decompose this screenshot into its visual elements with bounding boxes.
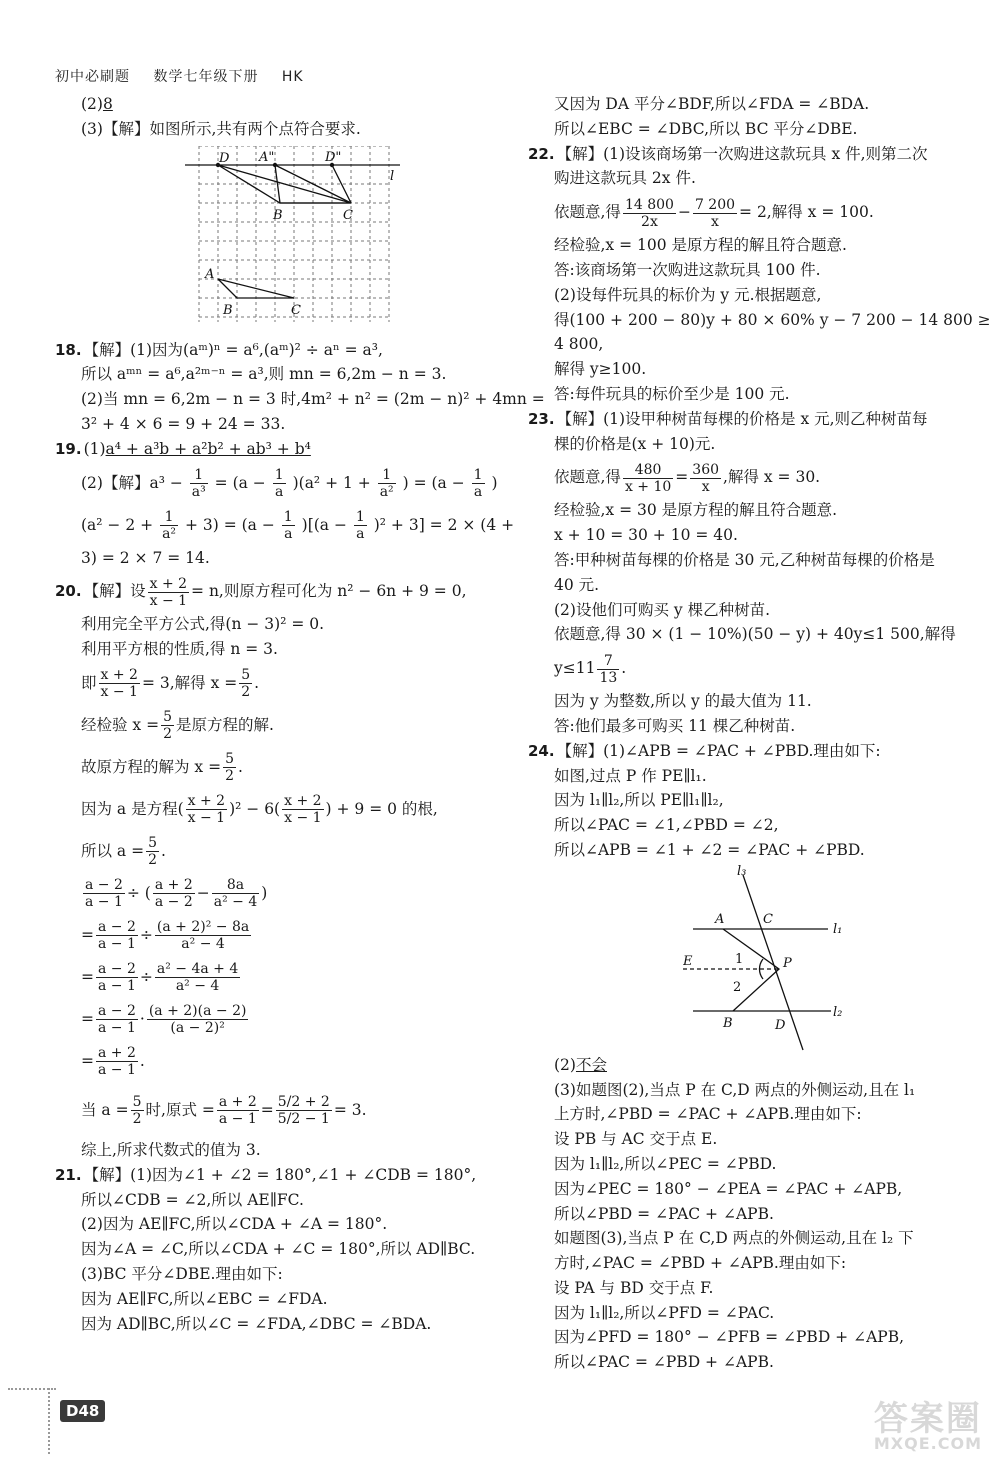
q22-number: 22. <box>528 144 555 163</box>
q20-line2: 利用完全平方公式,得(n − 3)² = 0. <box>81 615 325 634</box>
label-A-double-prime: A" <box>259 149 275 165</box>
label-angle-2: 2 <box>733 979 742 995</box>
label-D-double-prime: D" <box>325 149 342 165</box>
q24-line12: 如题图(3),当点 P 在 C,D 两点的外侧运动,且在 l₂ 下 <box>554 1229 914 1248</box>
label-B-bottom: B <box>223 302 233 318</box>
q20-line5: 经检验 x = $\frac{5}{2}$ 是原方程的解. <box>81 709 274 743</box>
q24-answer: 不会 <box>575 1055 607 1074</box>
q24-line5: 所以∠APB = ∠1 + ∠2 = ∠PAC + ∠PBD. <box>554 840 865 859</box>
label-l1: l₁ <box>833 921 843 937</box>
q22-line3: 依题意,得 $\frac{14 800}{2x}$ − $\frac{7 200}{x}$ = 2,解得 x = 100. <box>554 196 874 230</box>
q20-final: 当 a = $\frac{5}{2}$ 时,原式 = $\frac{a + 2}{a - 1}$ = $\frac{5/2 + 2}{5/2 - 1}$ = 3. <box>81 1094 367 1128</box>
q20-step2: = $\frac{a - 2}{a - 1}$ ÷ $\frac{\text{(a + 2)² − 8a}}{\text{a² − 4}}$ <box>81 919 250 953</box>
q22-line8: 4 800, <box>554 335 604 354</box>
q17-part3: (3)【解】如图所示,共有两个点符合要求. <box>81 119 361 138</box>
label-l3: l₃ <box>737 863 747 879</box>
q24-line15: 因为 l₁∥l₂,所以∠PFD = ∠PAC. <box>554 1303 775 1322</box>
q20-line1: 20. 【解】设 $\frac{x + 2}{x - 1}$ = n,则原方程可化为 n² − 6n + 9 = 0, <box>55 575 467 609</box>
label-B: B <box>723 1015 733 1031</box>
q22-line7: 得(100 + 200 − 80)y + 80 × 60% y − 7 200 − 14 800 ≥ <box>554 310 991 329</box>
q24-line16: 因为∠PFD = 180° − ∠PFB = ∠PBD + ∠APB, <box>554 1328 905 1347</box>
q22-line4: 经检验,x = 100 是原方程的解且符合题意. <box>554 236 847 255</box>
q23-line5: x + 10 = 30 + 10 = 40. <box>554 526 738 545</box>
right-column <box>528 92 991 1375</box>
label-B-top: B <box>273 207 283 223</box>
page-header <box>55 66 322 86</box>
q24-line13: 方时,∠PAC = ∠PBD + ∠APB.理由如下: <box>554 1254 847 1273</box>
q21-line1: 21. 【解】(1)因为∠1 + ∠2 = 180°,∠1 + ∠CDB = 180°, <box>55 1165 477 1184</box>
q22-line5: 答:该商场第一次购进这款玩具 100 件. <box>554 260 821 279</box>
page-number: D48 <box>60 1400 105 1422</box>
q18-line3: (2)当 mn = 6,2m − n = 3 时,4m² + n² = (2m − n)² + 4mn = <box>81 390 545 409</box>
q24-part2: (2)不会 <box>554 1055 607 1074</box>
q24-line9: 因为 l₁∥l₂,所以∠PEC = ∠PBD. <box>554 1154 777 1173</box>
q21-cont-line1: 又因为 DA 平分∠BDF,所以∠FDA = ∠BDA. <box>554 95 870 113</box>
label-E: E <box>683 953 693 969</box>
q24-line11: 所以∠PBD = ∠PAC + ∠APB. <box>554 1204 774 1223</box>
q21-number: 21. <box>55 1165 82 1184</box>
q24-line2: 如图,过点 P 作 PE∥l₁. <box>554 766 707 785</box>
q24-line8: 设 PB 与 AC 交于点 E. <box>554 1130 718 1149</box>
series-title: 初中必刷题 <box>55 69 130 85</box>
left-column <box>55 92 545 1336</box>
label-D: D <box>219 150 230 166</box>
q23-line6: 答:甲种树苗每棵的价格是 30 元,乙种树苗每棵的价格是 <box>554 550 935 569</box>
label-l2: l₂ <box>833 1004 843 1020</box>
q22-line10: 答:每件玩具的标价至少是 100 元. <box>554 384 790 403</box>
q23-line4: 经检验,x = 30 是原方程的解且符合题意. <box>554 501 838 520</box>
q23-line7: 40 元. <box>554 575 600 594</box>
label-D: D <box>775 1017 786 1033</box>
q21-line6: 因为 AE∥FC,所以∠EBC = ∠FDA. <box>81 1289 328 1308</box>
q21-line3: (2)因为 AE∥FC,所以∠CDA + ∠A = 180°. <box>81 1215 388 1234</box>
label-A: A <box>715 911 725 927</box>
label-P: P <box>783 955 792 971</box>
label-C-bottom: C <box>291 302 301 318</box>
q20-line8: 所以 a = $\frac{5}{2}$ . <box>81 835 166 869</box>
q17-part2: (2)8 <box>81 95 113 113</box>
q20-step5: = $\frac{a + 2}{a - 1}$ . <box>81 1045 145 1079</box>
q24-line10: 因为∠PEC = 180° − ∠PEA = ∠PAC + ∠APB, <box>554 1179 903 1198</box>
q22-line1: 22. 【解】(1)设该商场第一次购进这款玩具 x 件,则第二次 <box>528 144 928 163</box>
q19-line4: 3) = 2 × 7 = 14. <box>81 548 210 567</box>
q21-line4: 因为∠A = ∠C,所以∠CDA + ∠C = 180°,所以 AD∥BC. <box>81 1240 476 1259</box>
q18-line4: 3² + 4 × 6 = 9 + 24 = 33. <box>81 414 286 433</box>
q23-line11: 因为 y 为整数,所以 y 的最大值为 11. <box>554 692 812 711</box>
q17-answer: 8 <box>102 95 113 113</box>
q20-step3: = $\frac{a - 2}{a - 1}$ ÷ $\frac{\text{a² − 4a + 4}}{\text{a² − 4}}$ <box>81 961 239 995</box>
q24-line1: 24. 【解】(1)∠APB = ∠PAC + ∠PBD.理由如下: <box>528 741 881 760</box>
q20-line4: 即 $\frac{x + 2}{x - 1}$ = 3,解得 x = $\frac{5}{2}$ . <box>81 667 260 701</box>
q19-line3: (a² − 2 + $\frac{1}{\text{a²}}$ + 3) = (a − $\frac{1}{a}$ )[(a − $\frac{1}{a}$ )² + 3] = 2 × (4 + <box>81 509 515 543</box>
q19-line1: 19. (1)a⁴ + a³b + a²b² + ab³ + b⁴ <box>55 439 311 458</box>
q23-line1: 23. 【解】(1)设甲种树苗每棵的价格是 x 元,则乙种树苗每 <box>528 409 928 428</box>
corner-dotted-border-vertical <box>48 1388 50 1454</box>
q23-line10: y≤11 $\frac{7}{13}$ . <box>554 652 627 686</box>
q23-line2: 棵的价格是(x + 10)元. <box>554 434 716 453</box>
grid-figure <box>185 146 425 338</box>
q18-line2: 所以 aᵐⁿ = a⁶,a²ᵐ⁻ⁿ = a³,则 mn = 6,2m − n = 3. <box>81 365 447 384</box>
q24-line3: 因为 l₁∥l₂,所以 PE∥l₁∥l₂, <box>554 791 724 810</box>
edition: HK <box>281 69 304 85</box>
q22-line9: 解得 y≥100. <box>554 360 647 379</box>
q21-cont-line2: 所以∠EBC = ∠DBC,所以 BC 平分∠DBE. <box>554 119 858 138</box>
q20-conclusion: 综上,所求代数式的值为 3. <box>81 1140 261 1159</box>
q20-line7: 因为 a 是方程( $\frac{x + 2}{x - 1}$ )² − 6( $\frac{x + 2}{x - 1}$ ) + 9 = 0 的根, <box>81 793 438 827</box>
parallel-lines-figure <box>683 863 863 1053</box>
q23-line8: (2)设他们可购买 y 棵乙种树苗. <box>554 600 770 619</box>
label-angle-1: 1 <box>735 951 744 967</box>
q20-number: 20. <box>55 582 82 601</box>
q18-line1: 18. 【解】(1)因为(aᵐ)ⁿ = a⁶,(aᵐ)² ÷ aⁿ = a³, <box>55 340 383 359</box>
q24-line7: 上方时,∠PBD = ∠PAC + ∠APB.理由如下: <box>554 1105 862 1124</box>
q21-line2: 所以∠CDB = ∠2,所以 AE∥FC. <box>81 1190 304 1209</box>
label-A: A <box>205 266 215 282</box>
label-C: C <box>763 911 773 927</box>
q23-line3: 依题意,得 $\frac{480}{x + 10}$ = $\frac{360}{x}$ ,解得 x = 30. <box>554 461 821 495</box>
watermark-url: MXQE.COM <box>873 1434 982 1453</box>
watermark-main: 答案圈 <box>873 1399 982 1439</box>
q20-line6: 故原方程的解为 x = $\frac{5}{2}$ . <box>81 751 243 785</box>
q19-answer: a⁴ + a³b + a²b² + ab³ + b⁴ <box>105 439 311 458</box>
q21-line7: 因为 AD∥BC,所以∠C = ∠FDA,∠DBC = ∠BDA. <box>81 1314 432 1333</box>
q24-line6: (3)如题图(2),当点 P 在 C,D 两点的外侧运动,且在 l₁ <box>554 1080 916 1099</box>
label-l: l <box>390 168 395 184</box>
q23-line12: 答:他们最多可购买 11 棵乙种树苗. <box>554 716 796 735</box>
q24-line14: 设 PA 与 BD 交于点 F. <box>554 1278 714 1297</box>
book-title: 数学七年级下册 <box>153 69 259 85</box>
q19-number: 19. <box>55 439 82 458</box>
q20-step4: = $\frac{a - 2}{a - 1}$ · $\frac{(a + 2)(a - 2)}{\text{(a − 2)²}}$ <box>81 1003 247 1037</box>
q22-line2: 购进这款玩具 2x 件. <box>554 169 696 188</box>
q24-line17: 所以∠PAC = ∠PBD + ∠APB. <box>554 1353 774 1372</box>
q20-step1: $\frac{a - 2}{a - 1}$ ÷ ( $\frac{a + 2}{a - 2}$ − $\frac{8a}{\text{a² − 4}}$ ) <box>85 877 268 911</box>
q21-line5: (3)BC 平分∠DBE.理由如下: <box>81 1264 283 1283</box>
q24-line4: 所以∠PAC = ∠1,∠PBD = ∠2, <box>554 816 779 835</box>
q23-line9: 依题意,得 30 × (1 − 10%)(50 − y) + 40y≤1 500,解得 <box>554 625 956 644</box>
q19-line2: (2)【解】a³ − $\frac{1}{\text{a³}}$ = (a − $\frac{1}{a}$ )(a² + 1 + $\frac{1}{\text{a²}}$ ) = (a − $\frac{1}{a}$ ) <box>81 467 498 501</box>
q23-number: 23. <box>528 409 555 428</box>
q24-number: 24. <box>528 741 555 760</box>
watermark-logo <box>873 1399 982 1453</box>
label-C-top: C <box>343 207 353 223</box>
q18-number: 18. <box>55 340 82 359</box>
q22-line6: (2)设每件玩具的标价为 y 元.根据题意, <box>554 285 822 304</box>
q20-line3: 利用平方根的性质,得 n = 3. <box>81 640 278 659</box>
